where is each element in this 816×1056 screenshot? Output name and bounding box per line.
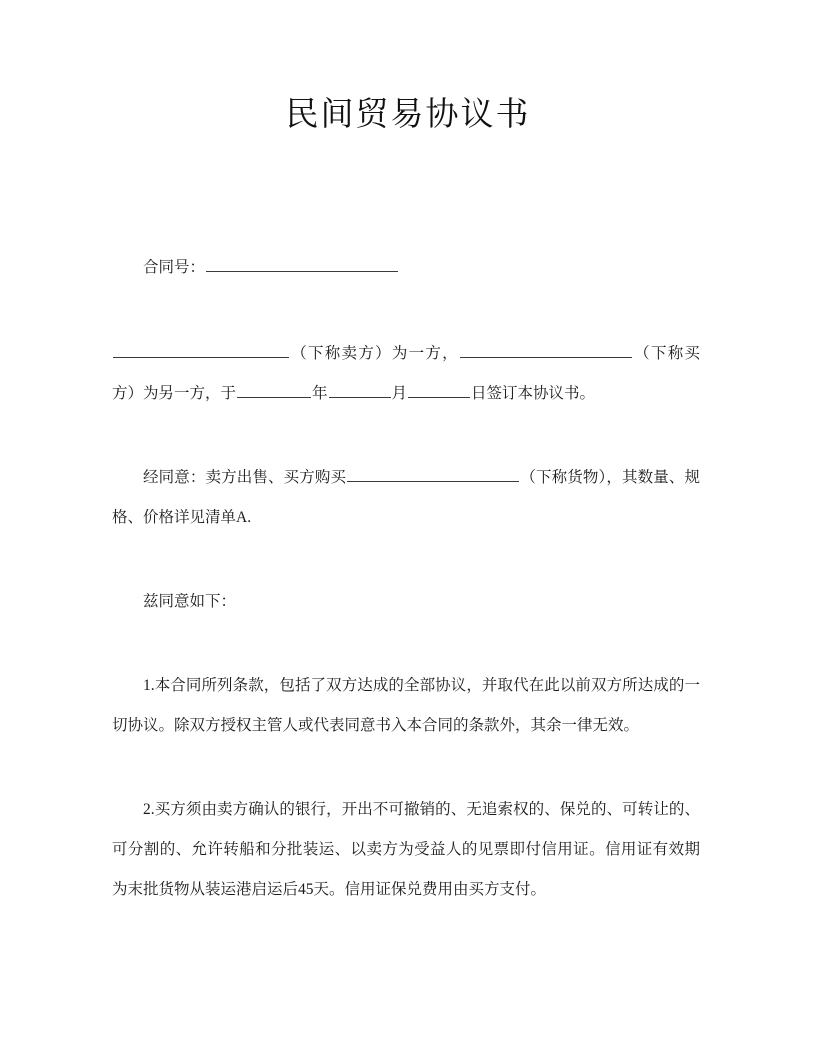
clause-text: 买方须由卖方确认的银行，开出不可撤销的、无追索权的、保兑的、可转让的、可分割的、允许转船和分批装运、以卖方为受益人的见票即付信用证。信用证有效期为末批货物从装运港启运后45天。信用证保兑费用由买方支付。	[112, 801, 700, 898]
agreement-intro	[112, 582, 700, 622]
day-unit-label: 日签订本协议书。	[471, 385, 596, 402]
goods-paragraph	[112, 458, 700, 538]
spacer	[112, 746, 700, 790]
goods-prefix-text: 经同意：卖方出售、买方购买	[143, 469, 347, 486]
contract-number-line	[112, 248, 700, 288]
document-body	[112, 248, 700, 910]
parties-paragraph	[112, 334, 700, 414]
buyer-name-input[interactable]	[460, 342, 632, 359]
agreement-intro-text: 兹同意如下：	[143, 593, 237, 610]
seller-suffix-text: （下称卖方）为一方，	[290, 345, 459, 362]
spacer	[112, 288, 700, 334]
page-title: 民间贸易协议书	[285, 94, 531, 133]
contract-number-label: 合同号：	[143, 259, 206, 276]
goods-description-input[interactable]	[347, 466, 519, 483]
signing-year-input[interactable]	[237, 382, 311, 399]
clause-number: 1.	[143, 677, 155, 694]
month-unit-label: 月	[391, 385, 408, 402]
year-unit-label: 年	[312, 385, 328, 402]
seller-name-input[interactable]	[113, 342, 289, 359]
spacer	[112, 622, 700, 666]
spacer	[112, 414, 700, 458]
clause-text: 本合同所列条款，包括了双方达成的全部协议，并取代在此以前双方所达成的一切协议。除双方授权主管人或代表同意书入本合同的条款外，其余一律无效。	[112, 677, 700, 734]
signing-month-input[interactable]	[329, 382, 391, 399]
goods-suffix-text: （下称货物），其数量、规格、价格详见清单A.	[112, 469, 700, 526]
signing-day-input[interactable]	[408, 382, 470, 399]
clause-number: 2.	[143, 801, 155, 818]
spacer	[112, 538, 700, 582]
clause-item	[112, 666, 700, 746]
contract-number-input[interactable]	[206, 256, 398, 273]
buyer-prefix-text: （下称买方）为另一方，于	[112, 345, 700, 402]
clause-item	[112, 790, 700, 910]
